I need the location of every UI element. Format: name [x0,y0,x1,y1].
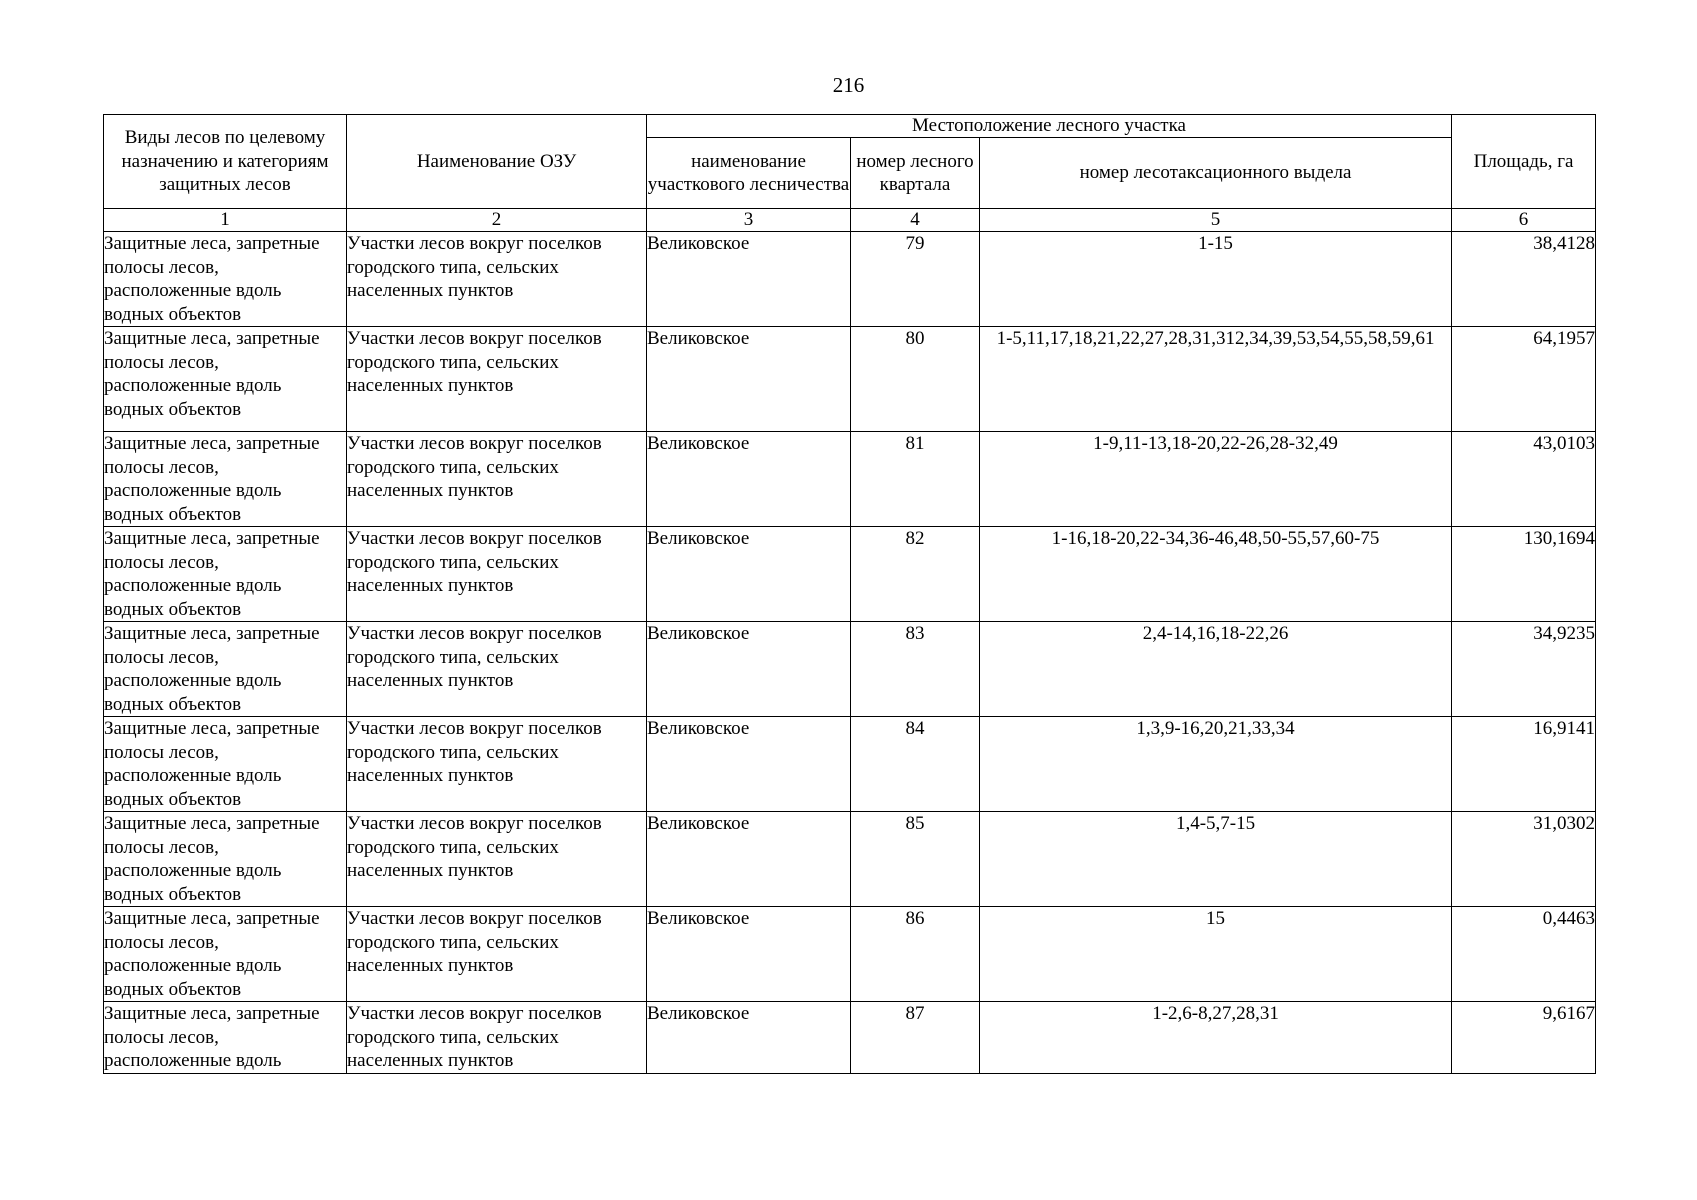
cell-forestry: Великовское [647,527,851,622]
cell-forest-type: Защитные леса, запретные полосы лесов, расположенные вдоль [104,1002,347,1074]
column-number: 5 [980,209,1452,232]
header-forestry-name: наименование участкового лесничества [647,138,851,209]
table-row [104,622,1596,717]
cell-ozu-name: Участки лесов вокруг поселков городского типа, сельских населенных пунктов [347,812,647,907]
cell-area: 38,4128 [1452,232,1596,327]
cell-forest-type: Защитные леса, запретные полосы лесов, расположенные вдоль водных объектов [104,622,347,717]
cell-forest-type: Защитные леса, запретные полосы лесов, расположенные вдоль водных объектов [104,907,347,1002]
cell-ozu-name: Участки лесов вокруг поселков городского типа, сельских населенных пунктов [347,527,647,622]
cell-area: 34,9235 [1452,622,1596,717]
cell-ozu-name: Участки лесов вокруг поселков городского типа, сельских населенных пунктов [347,1002,647,1074]
cell-vydel: 1-16,18-20,22-34,36-46,48,50-55,57,60-75 [980,527,1452,622]
cell-ozu-name: Участки лесов вокруг поселков городского типа, сельских населенных пунктов [347,432,647,527]
cell-forestry: Великовское [647,327,851,432]
cell-forestry: Великовское [647,812,851,907]
cell-quarter: 87 [851,1002,980,1074]
header-quarter-number: номер лесного квартала [851,138,980,209]
cell-area: 64,1957 [1452,327,1596,432]
cell-vydel: 1-2,6-8,27,28,31 [980,1002,1452,1074]
table-row [104,907,1596,1002]
header-forest-type: Виды лесов по целевому назначению и категориям защитных лесов [104,115,347,209]
cell-quarter: 82 [851,527,980,622]
table-row [104,232,1596,327]
header-vydel-number: номер лесотаксационного выдела [980,138,1452,209]
column-number: 6 [1452,209,1596,232]
table-row [104,327,1596,432]
cell-forest-type: Защитные леса, запретные полосы лесов, расположенные вдоль водных объектов [104,717,347,812]
header-location-group: Местоположение лесного участка [647,115,1452,138]
cell-ozu-name: Участки лесов вокруг поселков городского типа, сельских населенных пунктов [347,622,647,717]
cell-forest-type: Защитные леса, запретные полосы лесов, расположенные вдоль водных объектов [104,327,347,432]
cell-area: 130,1694 [1452,527,1596,622]
cell-area: 31,0302 [1452,812,1596,907]
cell-ozu-name: Участки лесов вокруг поселков городского типа, сельских населенных пунктов [347,232,647,327]
cell-forestry: Великовское [647,622,851,717]
table-row [104,717,1596,812]
forest-plots-table [103,114,1596,1074]
cell-quarter: 86 [851,907,980,1002]
cell-vydel: 1,3,9-16,20,21,33,34 [980,717,1452,812]
cell-area: 0,4463 [1452,907,1596,1002]
header-ozu-name: Наименование ОЗУ [347,115,647,209]
header-area: Площадь, га [1452,115,1596,209]
cell-forest-type: Защитные леса, запретные полосы лесов, расположенные вдоль водных объектов [104,432,347,527]
cell-area: 43,0103 [1452,432,1596,527]
table-row [104,1002,1596,1074]
cell-vydel: 1-15 [980,232,1452,327]
cell-quarter: 79 [851,232,980,327]
column-number-row [104,209,1596,232]
column-number: 2 [347,209,647,232]
cell-forestry: Великовское [647,907,851,1002]
cell-quarter: 85 [851,812,980,907]
cell-forestry: Великовское [647,432,851,527]
column-number: 3 [647,209,851,232]
cell-quarter: 80 [851,327,980,432]
page-number: 216 [832,73,865,97]
cell-forestry: Великовское [647,1002,851,1074]
cell-quarter: 84 [851,717,980,812]
column-number: 4 [851,209,980,232]
cell-quarter: 81 [851,432,980,527]
table-row [104,812,1596,907]
cell-area: 16,9141 [1452,717,1596,812]
cell-vydel: 2,4-14,16,18-22,26 [980,622,1452,717]
cell-vydel: 15 [980,907,1452,1002]
cell-forest-type: Защитные леса, запретные полосы лесов, расположенные вдоль водных объектов [104,812,347,907]
cell-vydel: 1-5,11,17,18,21,22,27,28,31,312,34,39,53,54,55,58,59,61 [980,327,1452,432]
cell-quarter: 83 [851,622,980,717]
cell-forest-type: Защитные леса, запретные полосы лесов, расположенные вдоль водных объектов [104,232,347,327]
column-number: 1 [104,209,347,232]
table-row [104,527,1596,622]
cell-forestry: Великовское [647,717,851,812]
cell-vydel: 1-9,11-13,18-20,22-26,28-32,49 [980,432,1452,527]
cell-vydel: 1,4-5,7-15 [980,812,1452,907]
cell-area: 9,6167 [1452,1002,1596,1074]
cell-ozu-name: Участки лесов вокруг поселков городского типа, сельских населенных пунктов [347,327,647,432]
cell-forestry: Великовское [647,232,851,327]
cell-forest-type: Защитные леса, запретные полосы лесов, расположенные вдоль водных объектов [104,527,347,622]
cell-ozu-name: Участки лесов вокруг поселков городского типа, сельских населенных пунктов [347,907,647,1002]
table-row [104,432,1596,527]
cell-ozu-name: Участки лесов вокруг поселков городского типа, сельских населенных пунктов [347,717,647,812]
